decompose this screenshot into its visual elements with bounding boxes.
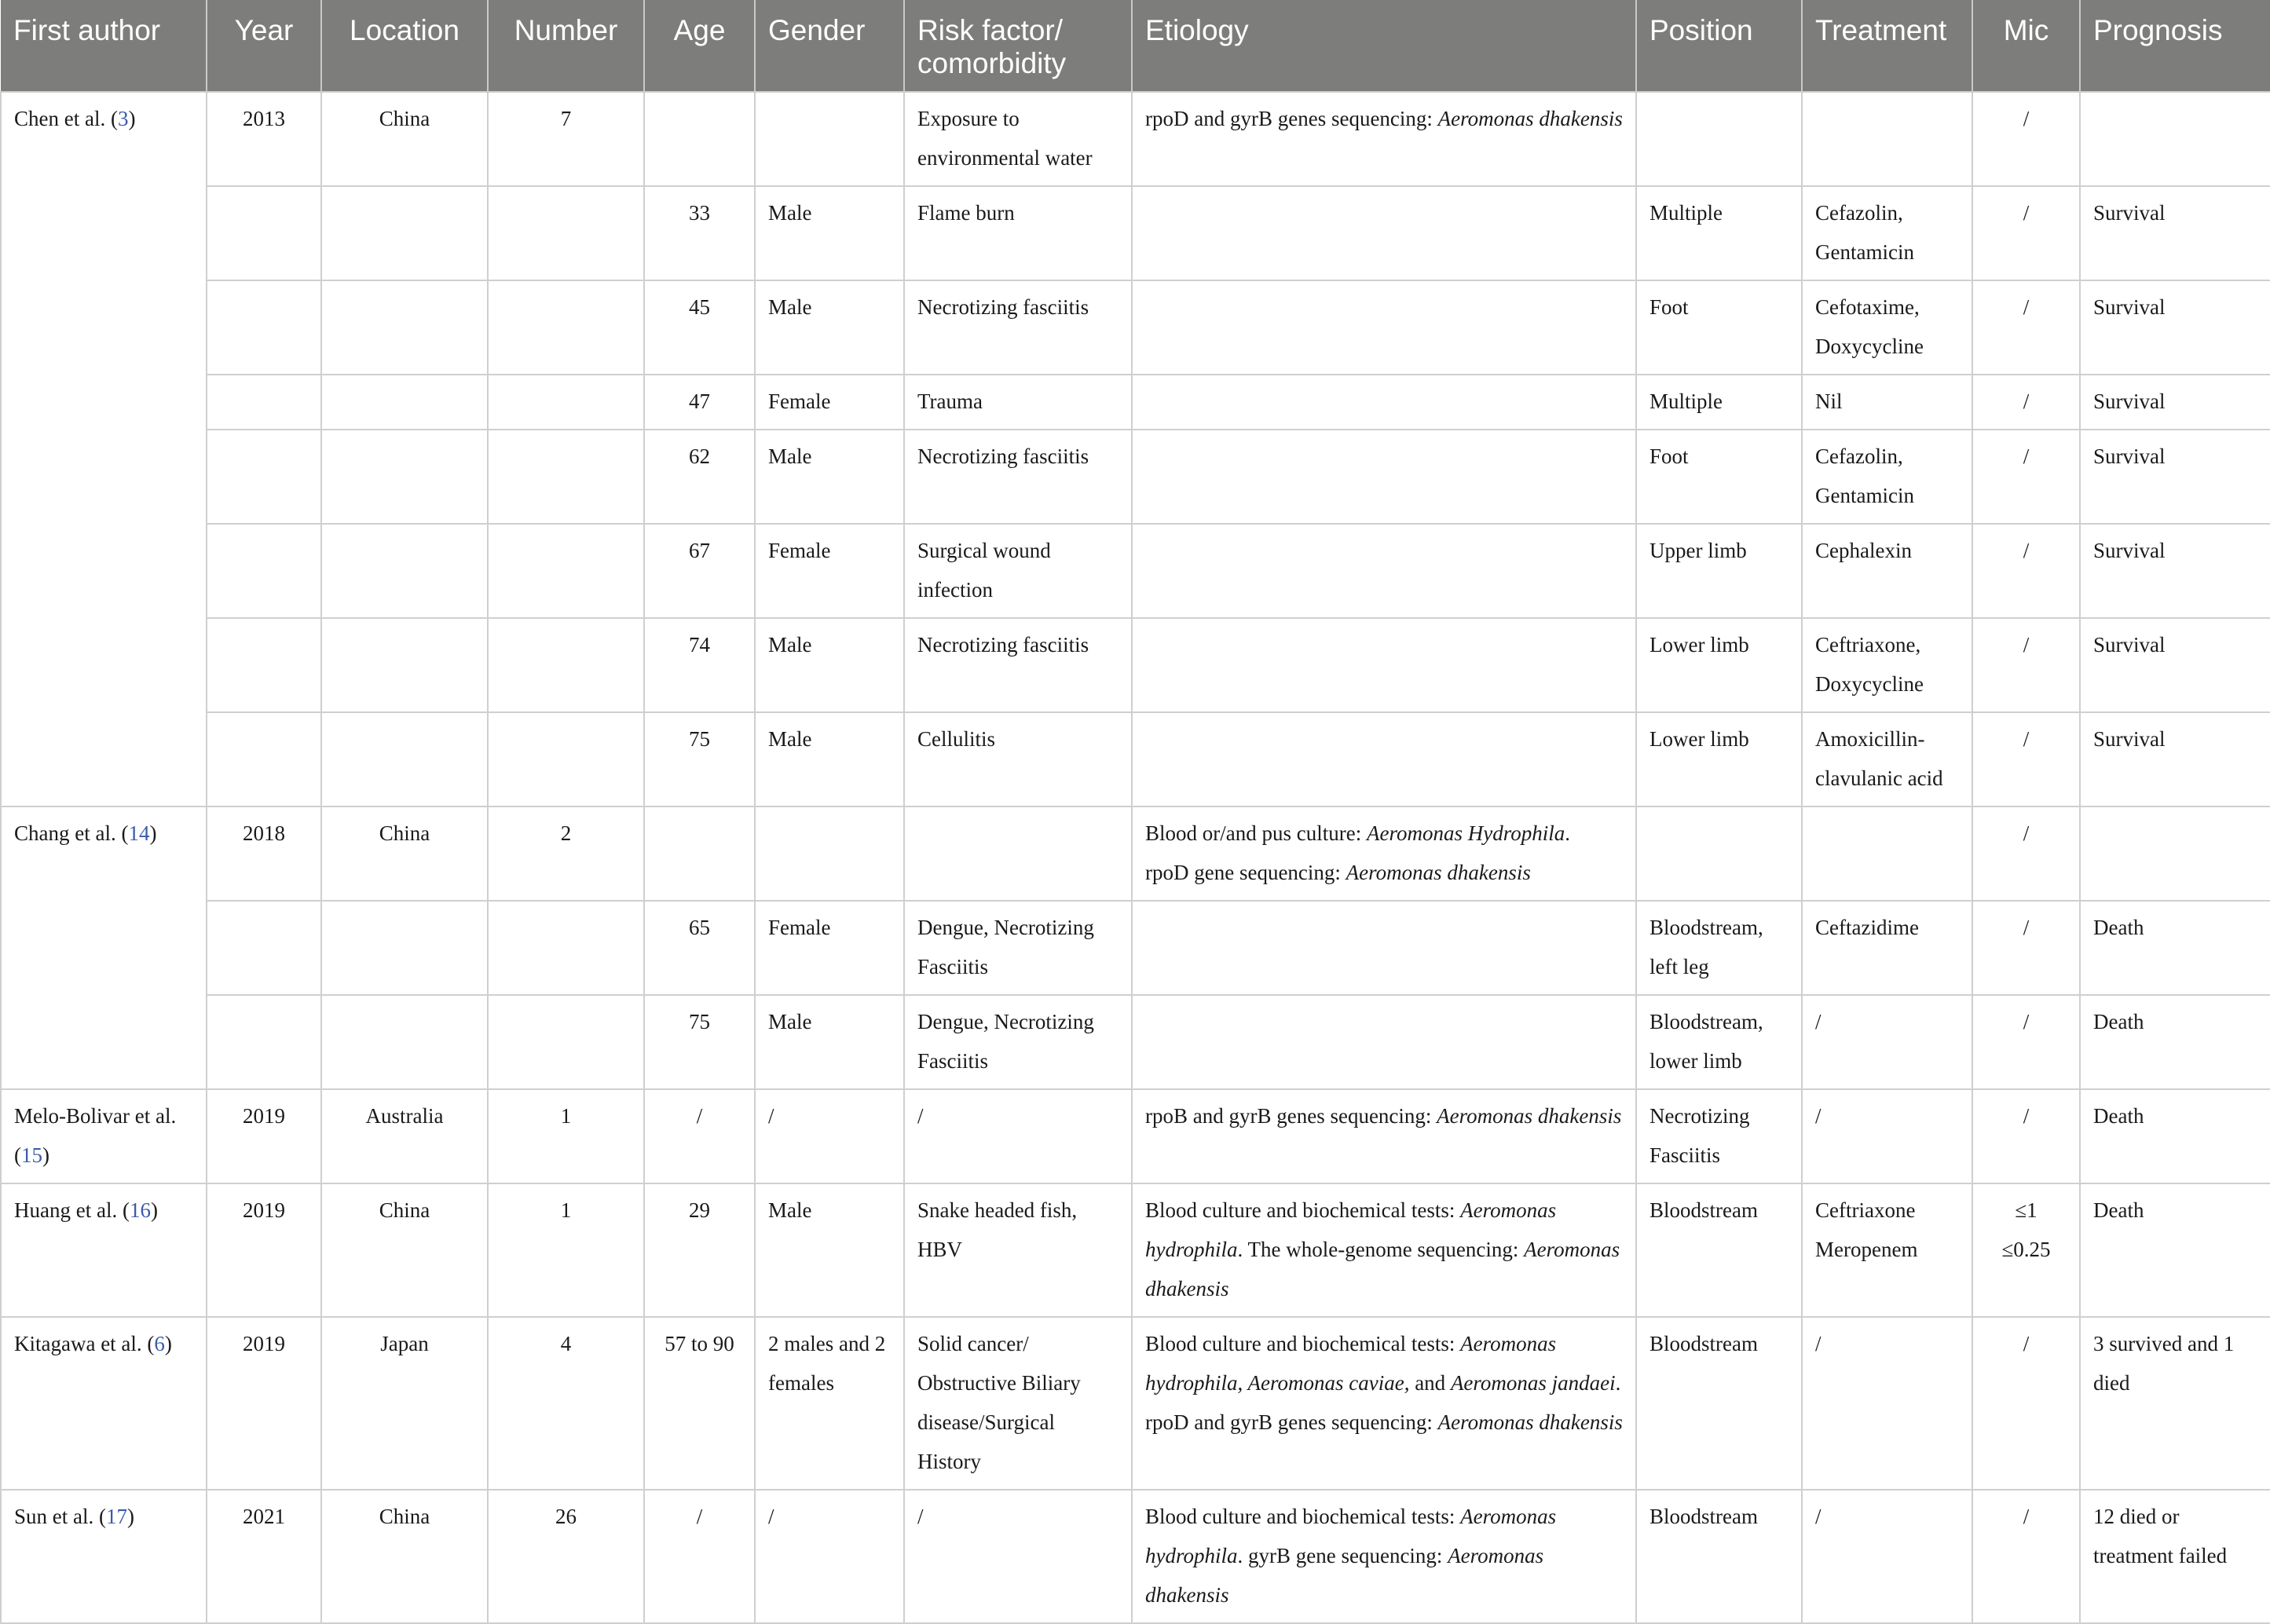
header-age: Age xyxy=(644,0,755,92)
risk-cell: Necrotizing fasciitis xyxy=(904,430,1132,524)
mic-cell: / xyxy=(1972,1089,2080,1183)
gender-cell: Male xyxy=(755,712,904,807)
risk-cell: / xyxy=(904,1089,1132,1183)
header-first-author: First author xyxy=(1,0,207,92)
position-cell: Necrotizing Fasciitis xyxy=(1636,1089,1802,1183)
prognosis-cell xyxy=(2080,92,2270,186)
reference-link[interactable]: 6 xyxy=(154,1332,165,1355)
treatment-cell: Amoxicillin-clavulanic acid xyxy=(1802,712,1972,807)
age-cell: 29 xyxy=(644,1183,755,1317)
table-row xyxy=(1,92,2270,186)
prognosis-cell: Death xyxy=(2080,995,2270,1089)
number-cell: 26 xyxy=(488,1490,644,1623)
etiology-cell: Blood culture and biochemical tests: Aeromonas hydrophila. The whole-genome sequencing: Aeromonas dhakensis xyxy=(1132,1183,1636,1317)
treatment-cell: Ceftazidime xyxy=(1802,901,1972,995)
reference-link[interactable]: 3 xyxy=(117,107,129,130)
location-cell: China xyxy=(321,92,488,186)
table-row xyxy=(1,995,2270,1089)
risk-cell: Dengue, Necrotizing Fasciitis xyxy=(904,995,1132,1089)
age-cell: / xyxy=(644,1490,755,1623)
risk-cell: Exposure to environmental water xyxy=(904,92,1132,186)
gender-cell: Male xyxy=(755,1183,904,1317)
position-cell: Foot xyxy=(1636,430,1802,524)
table-row xyxy=(1,280,2270,375)
age-cell: 47 xyxy=(644,375,755,430)
author-cell: Kitagawa et al. (6) xyxy=(1,1317,207,1490)
header-treatment: Treatment xyxy=(1802,0,1972,92)
prognosis-cell: Death xyxy=(2080,1183,2270,1317)
gender-cell: / xyxy=(755,1089,904,1183)
treatment-cell xyxy=(1802,92,1972,186)
table-row xyxy=(1,807,2270,901)
header-number: Number xyxy=(488,0,644,92)
prognosis-cell: Survival xyxy=(2080,186,2270,280)
author-cell: Sun et al. (17) xyxy=(1,1490,207,1623)
header-position: Position xyxy=(1636,0,1802,92)
table-row xyxy=(1,618,2270,712)
treatment-cell: Cefazolin, Gentamicin xyxy=(1802,430,1972,524)
table-row xyxy=(1,1089,2270,1183)
etiology-cell: rpoB and gyrB genes sequencing: Aeromonas dhakensis xyxy=(1132,1089,1636,1183)
age-cell: 62 xyxy=(644,430,755,524)
header-mic: Mic xyxy=(1972,0,2080,92)
treatment-cell: Cefotaxime, Doxycycline xyxy=(1802,280,1972,375)
year-cell: 2019 xyxy=(207,1317,321,1490)
header-gender: Gender xyxy=(755,0,904,92)
risk-cell: Surgical wound infection xyxy=(904,524,1132,618)
gender-cell: Male xyxy=(755,995,904,1089)
position-cell: Lower limb xyxy=(1636,618,1802,712)
table-row xyxy=(1,1490,2270,1623)
treatment-cell: Cefazolin, Gentamicin xyxy=(1802,186,1972,280)
treatment-cell: / xyxy=(1802,1317,1972,1490)
number-cell: 1 xyxy=(488,1089,644,1183)
location-cell: China xyxy=(321,1183,488,1317)
reference-link[interactable]: 15 xyxy=(21,1143,42,1167)
treatment-cell: / xyxy=(1802,1490,1972,1623)
age-cell: 75 xyxy=(644,995,755,1089)
age-cell xyxy=(644,92,755,186)
mic-cell: / xyxy=(1972,1317,2080,1490)
position-cell: Bloodstream xyxy=(1636,1183,1802,1317)
table-row xyxy=(1,430,2270,524)
reference-link[interactable]: 14 xyxy=(128,821,150,845)
location-cell: China xyxy=(321,807,488,901)
reference-link[interactable]: 16 xyxy=(129,1198,151,1222)
mic-cell: / xyxy=(1972,375,2080,430)
table-row xyxy=(1,524,2270,618)
risk-cell: Flame burn xyxy=(904,186,1132,280)
position-cell xyxy=(1636,92,1802,186)
year-cell: 2019 xyxy=(207,1183,321,1317)
etiology-cell: Blood culture and biochemical tests: Aeromonas hydrophila. gyrB gene sequencing: Aeromonas dhakensis xyxy=(1132,1490,1636,1623)
header-year: Year xyxy=(207,0,321,92)
mic-cell: / xyxy=(1972,186,2080,280)
position-cell: Bloodstream, lower limb xyxy=(1636,995,1802,1089)
header-prognosis: Prognosis xyxy=(2080,0,2270,92)
prognosis-cell: Survival xyxy=(2080,430,2270,524)
treatment-cell: Ceftriaxone Meropenem xyxy=(1802,1183,1972,1317)
year-cell: 2021 xyxy=(207,1490,321,1623)
mic-cell: / xyxy=(1972,430,2080,524)
number-cell: 4 xyxy=(488,1317,644,1490)
position-cell: Bloodstream xyxy=(1636,1317,1802,1490)
location-cell: Australia xyxy=(321,1089,488,1183)
mic-cell: / xyxy=(1972,524,2080,618)
table-row xyxy=(1,186,2270,280)
age-cell: 75 xyxy=(644,712,755,807)
gender-cell: Male xyxy=(755,430,904,524)
age-cell: / xyxy=(644,1089,755,1183)
risk-cell: Necrotizing fasciitis xyxy=(904,618,1132,712)
risk-cell: / xyxy=(904,1490,1132,1623)
table-row xyxy=(1,712,2270,807)
author-cell: Huang et al. (16) xyxy=(1,1183,207,1317)
table-row xyxy=(1,1317,2270,1490)
table-row xyxy=(1,1183,2270,1317)
gender-cell: / xyxy=(755,1490,904,1623)
header-row xyxy=(1,0,2270,92)
treatment-cell: / xyxy=(1802,995,1972,1089)
position-cell: Multiple xyxy=(1636,186,1802,280)
position-cell: Bloodstream, left leg xyxy=(1636,901,1802,995)
mic-cell: / xyxy=(1972,280,2080,375)
mic-cell: / xyxy=(1972,807,2080,901)
age-cell: 57 to 90 xyxy=(644,1317,755,1490)
gender-cell: Male xyxy=(755,186,904,280)
year-cell: 2013 xyxy=(207,92,321,186)
number-cell: 7 xyxy=(488,92,644,186)
position-cell: Upper limb xyxy=(1636,524,1802,618)
gender-cell: Female xyxy=(755,524,904,618)
mic-cell: / xyxy=(1972,1490,2080,1623)
prognosis-cell: Survival xyxy=(2080,280,2270,375)
prognosis-cell: Survival xyxy=(2080,524,2270,618)
risk-cell: Necrotizing fasciitis xyxy=(904,280,1132,375)
position-cell: Bloodstream xyxy=(1636,1490,1802,1623)
treatment-cell: Ceftriaxone, Doxycycline xyxy=(1802,618,1972,712)
prognosis-cell: Survival xyxy=(2080,375,2270,430)
gender-cell xyxy=(755,92,904,186)
table-row xyxy=(1,901,2270,995)
position-cell: Multiple xyxy=(1636,375,1802,430)
gender-cell: Male xyxy=(755,280,904,375)
gender-cell: 2 males and 2 females xyxy=(755,1317,904,1490)
header-etiology: Etiology xyxy=(1132,0,1636,92)
etiology-cell: rpoD and gyrB genes sequencing: Aeromonas dhakensis xyxy=(1132,92,1636,186)
author-cell: Chen et al. (3) xyxy=(1,92,207,807)
prognosis-cell: Death xyxy=(2080,1089,2270,1183)
number-cell: 1 xyxy=(488,1183,644,1317)
table-row xyxy=(1,375,2270,430)
age-cell: 45 xyxy=(644,280,755,375)
position-cell: Lower limb xyxy=(1636,712,1802,807)
treatment-cell: / xyxy=(1802,1089,1972,1183)
year-cell: 2019 xyxy=(207,1089,321,1183)
location-cell: China xyxy=(321,1490,488,1623)
mic-cell: / xyxy=(1972,92,2080,186)
mic-cell: / xyxy=(1972,712,2080,807)
prognosis-cell: Survival xyxy=(2080,618,2270,712)
age-cell: 65 xyxy=(644,901,755,995)
author-cell: Melo-Bolivar et al. (15) xyxy=(1,1089,207,1183)
risk-cell: Cellulitis xyxy=(904,712,1132,807)
location-cell: Japan xyxy=(321,1317,488,1490)
prognosis-cell: 3 survived and 1 died xyxy=(2080,1317,2270,1490)
gender-cell: Female xyxy=(755,901,904,995)
risk-cell: Solid cancer/ Obstructive Biliary disease/Surgical History xyxy=(904,1317,1132,1490)
age-cell: 33 xyxy=(644,186,755,280)
prognosis-cell: Survival xyxy=(2080,712,2270,807)
reference-link[interactable]: 17 xyxy=(105,1505,127,1528)
gender-cell: Male xyxy=(755,618,904,712)
etiology-cell: Blood culture and biochemical tests: Aeromonas hydrophila, Aeromonas caviae, and Aeromonas jandaei. rpoD and gyrB genes sequencing: Aeromonas dhakensis xyxy=(1132,1317,1636,1490)
mic-cell: / xyxy=(1972,618,2080,712)
risk-cell: Snake headed fish, HBV xyxy=(904,1183,1132,1317)
author-cell: Chang et al. (14) xyxy=(1,807,207,1089)
year-cell: 2018 xyxy=(207,807,321,901)
mic-cell: / xyxy=(1972,995,2080,1089)
treatment-cell: Nil xyxy=(1802,375,1972,430)
header-risk-factor: Risk factor/ comorbidity xyxy=(904,0,1132,92)
etiology-cell: Blood or/and pus culture: Aeromonas Hydrophila. rpoD gene sequencing: Aeromonas dhakensis xyxy=(1132,807,1636,901)
position-cell: Foot xyxy=(1636,280,1802,375)
age-cell: 74 xyxy=(644,618,755,712)
prognosis-cell: Death xyxy=(2080,901,2270,995)
gender-cell: Female xyxy=(755,375,904,430)
risk-cell: Trauma xyxy=(904,375,1132,430)
prognosis-cell: 12 died or treatment failed xyxy=(2080,1490,2270,1623)
mic-cell: ≤1 ≤0.25 xyxy=(1972,1183,2080,1317)
number-cell: 2 xyxy=(488,807,644,901)
age-cell: 67 xyxy=(644,524,755,618)
risk-cell: Dengue, Necrotizing Fasciitis xyxy=(904,901,1132,995)
header-location: Location xyxy=(321,0,488,92)
treatment-cell: Cephalexin xyxy=(1802,524,1972,618)
mic-cell: / xyxy=(1972,901,2080,995)
